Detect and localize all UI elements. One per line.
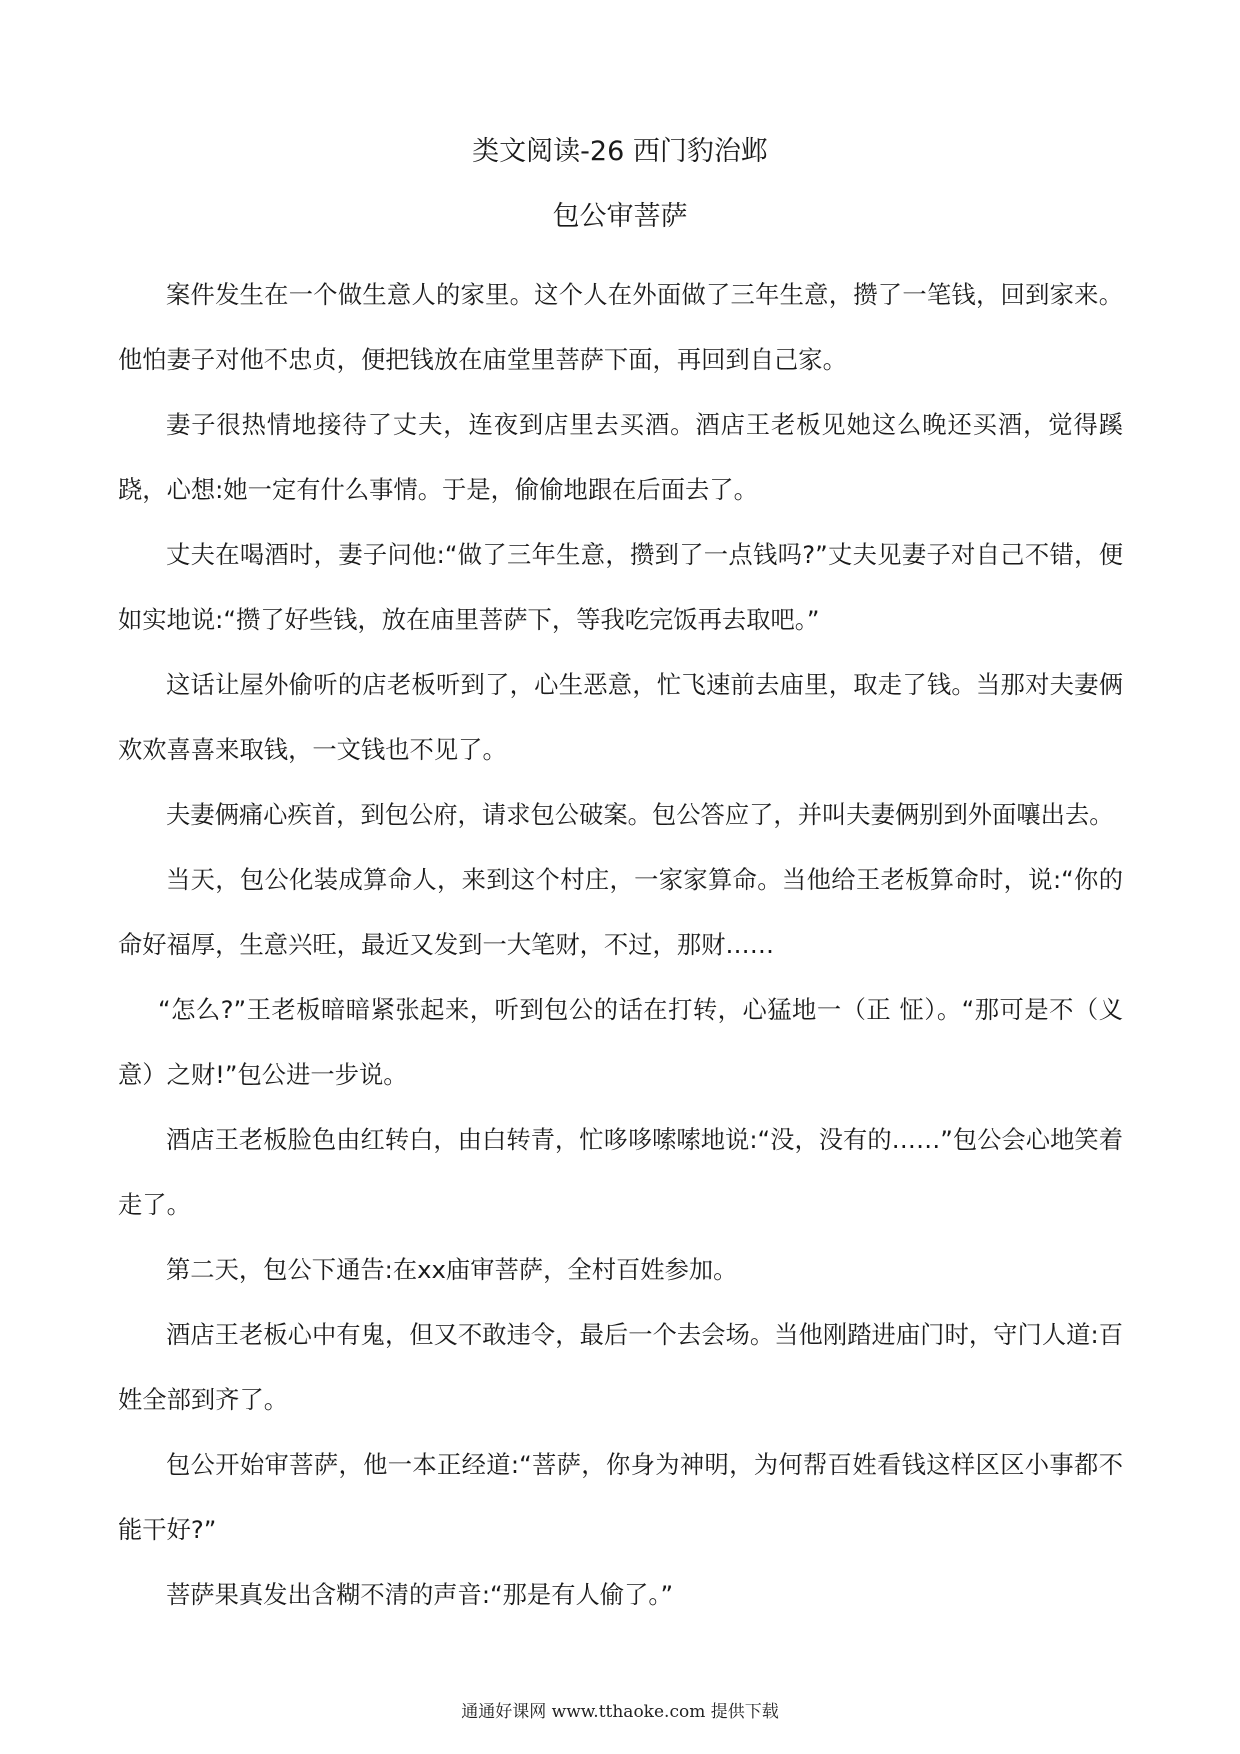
paragraph: 夫妻俩痛心疾首，到包公府，请求包公破案。包公答应了，并叫夫妻俩别到外面嚷出去。: [166, 800, 1114, 829]
paragraph: 案件发生在一个做生意人的家里。这个人在外面做了三年生意，攒了一笔钱，回到家来。他怕妻子对他不忠贞，便把钱放在庙堂里菩萨下面，再回到自己家。: [118, 280, 1123, 374]
paragraph: 酒店王老板脸色由红转白，由白转青，忙哆哆嗦嗦地说:“没，没有的……”包公会心地笑着走了。: [118, 1125, 1123, 1219]
story-body: [118, 262, 1123, 1627]
paragraph: 第二天，包公下通告:在xx庙审菩萨，全村百姓参加。: [166, 1255, 738, 1284]
paragraph: 菩萨果真发出含糊不清的声音:“那是有人偷了。”: [166, 1580, 674, 1609]
paragraph: 丈夫在喝酒时，妻子问他:“做了三年生意，攒到了一点钱吗?”丈夫见妻子对自己不错，便如实地说:“攒了好些钱，放在庙里菩萨下，等我吃完饭再去取吧。”: [118, 540, 1123, 634]
paragraph: 妻子很热情地接待了丈夫，连夜到店里去买酒。酒店王老板见她这么晚还买酒，觉得蹊跷，心想:她一定有什么事情。于是，偷偷地跟在后面去了。: [118, 410, 1123, 504]
paragraph: 这话让屋外偷听的店老板听到了，心生恶意，忙飞速前去庙里，取走了钱。当那对夫妻俩欢欢喜喜来取钱，一文钱也不见了。: [118, 670, 1123, 764]
page-footer: 通通好课网 www.tthaoke.com 提供下载: [461, 1702, 779, 1722]
paragraph: “怎么?”王老板暗暗紧张起来，听到包公的话在打转，心猛地一（正 怔）。“那可是不（义 意）之财!”包公进一步说。: [118, 995, 1123, 1089]
paragraph: 当天，包公化装成算命人，来到这个村庄，一家家算命。当他给王老板算命时，说:“你的命好福厚，生意兴旺，最近又发到一大笔财，不过，那财……: [118, 865, 1123, 959]
document-title: 类文阅读-26 西门豹治邺: [472, 136, 768, 167]
story-title: 包公审菩萨: [552, 201, 688, 232]
paragraph: 包公开始审菩萨，他一本正经道:“菩萨，你身为神明，为何帮百姓看钱这样区区小事都不能干好?”: [118, 1450, 1123, 1544]
paragraph: 酒店王老板心中有鬼，但又不敢违令，最后一个去会场。当他刚踏进庙门时，守门人道:百姓全部到齐了。: [118, 1320, 1123, 1414]
